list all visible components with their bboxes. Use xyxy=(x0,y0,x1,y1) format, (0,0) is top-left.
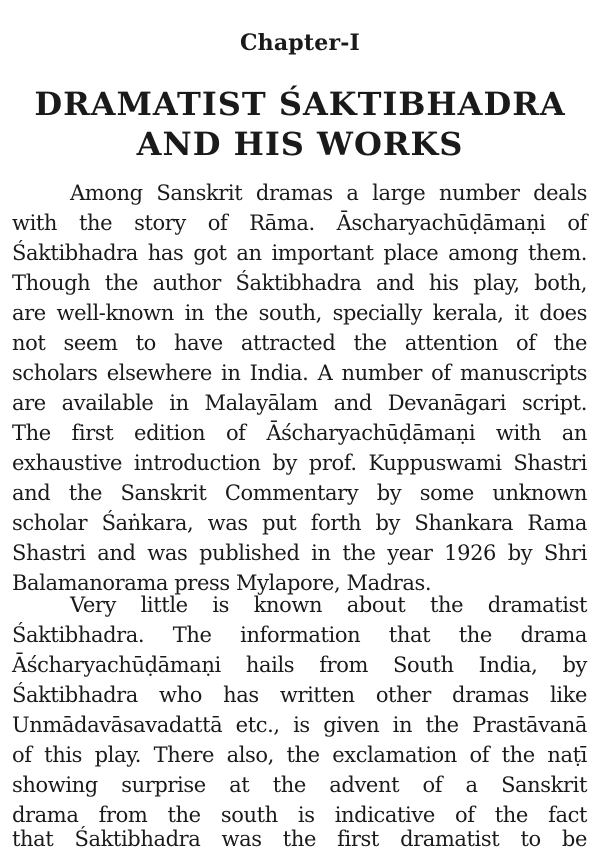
text-line: with the story of Rāma. Āscharyachūḍāmaṇi of xyxy=(12,211,587,235)
text-line: not seem to have attracted the attention of the xyxy=(12,331,587,355)
text-line: Shastri and was published in the year 1926 by Shri xyxy=(12,541,587,565)
text-line: scholar Śaṅkara, was put forth by Shankara Rama xyxy=(12,511,587,535)
text-line: Unmādavāsavadattā etc., is given in the Prastāvanā xyxy=(12,713,587,737)
text-line: The first edition of Āścharyachūḍāmaṇi with an xyxy=(12,421,587,445)
chapter-label: Chapter-I xyxy=(239,30,361,56)
text-line: scholars elsewhere in India. A number of manuscripts xyxy=(12,361,587,385)
text-line: Among Sanskrit dramas a large number deals xyxy=(70,181,587,205)
text-line: are available in Malayālam and Devanāgari script. xyxy=(12,391,587,415)
text-line: are well-known in the south, specially kerala, it does xyxy=(12,301,587,325)
text-line: of this play. There also, the exclamation of the naṭī xyxy=(12,743,587,767)
text-line: that Śaktibhadra was the first dramatist to be xyxy=(12,827,587,851)
text-line: Balamanorama press Mylapore, Madras. xyxy=(12,571,432,595)
text-line: exhaustive introduction by prof. Kuppuswami Shastri xyxy=(12,451,587,475)
text-line: and the Sanskrit Commentary by some unknown xyxy=(12,481,587,505)
chapter-title-line-1: DRAMATIST ŚAKTIBHADRA xyxy=(34,85,566,123)
text-line: Śaktibhadra who has written other dramas like xyxy=(12,683,587,707)
chapter-title-line-2: AND HIS WORKS xyxy=(136,125,464,163)
text-line: Very little is known about the dramatist xyxy=(70,593,587,617)
text-line: Śaktibhadra has got an important place among them. xyxy=(12,241,587,265)
text-line: Śaktibhadra. The information that the drama xyxy=(12,623,587,647)
text-line: Āścharyachūḍāmaṇi hails from South India, by xyxy=(12,653,587,677)
text-line: showing surprise at the advent of a Sanskrit xyxy=(12,773,587,797)
text-line: drama from the south is indicative of the fact xyxy=(12,803,587,827)
text-line: Though the author Śaktibhadra and his play, both, xyxy=(12,271,587,295)
